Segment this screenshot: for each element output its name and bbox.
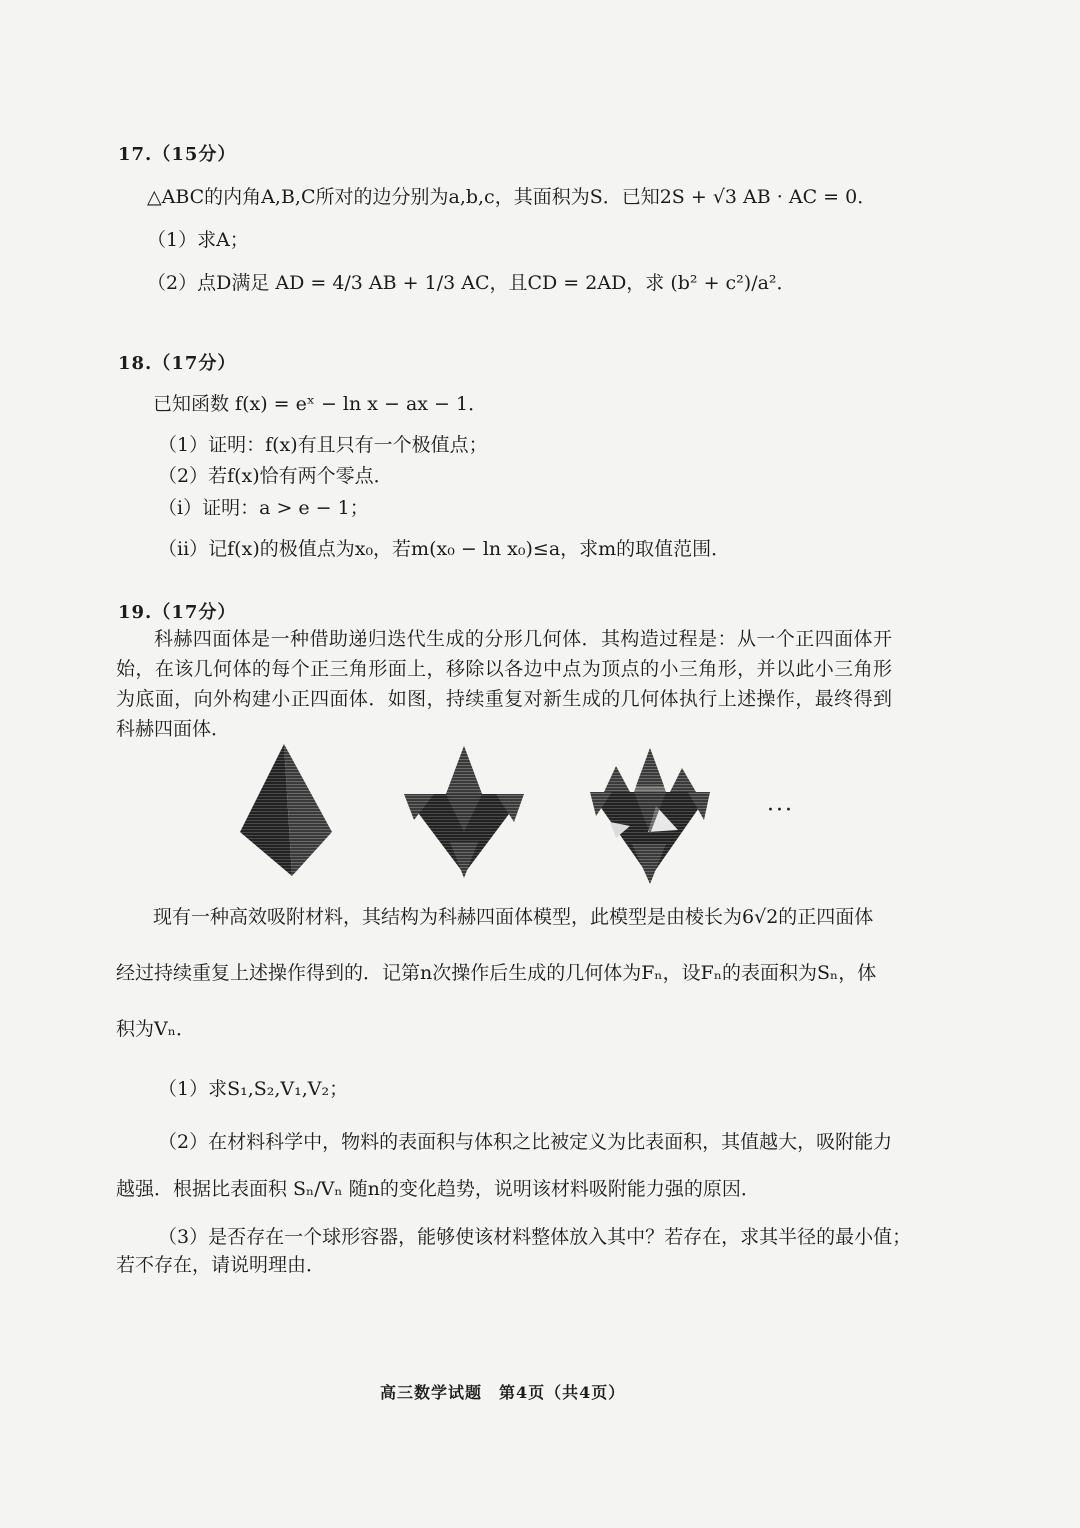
q17-stem: △ABC的内角A,B,C所对的边分别为a,b,c，其面积为S．已知2S + √3 AB · AC = 0． xyxy=(147,186,877,208)
q19-part1: （1）求S₁,S₂,V₁,V₂； xyxy=(158,1078,349,1100)
q19-intro: 科赫四面体是一种借助递归迭代生成的分形几何体．其构造过程是：从一个正四面体开始，在该几何体的每个正三角形面上，移除以各边中点为顶点的小三角形，并以此小三角形为底面，向外构建小正四面体．如图，持续重复对新生成的几何体执行上述操作，最终得到科赫四面体． xyxy=(116,628,892,740)
koch-tetrahedron-stage0 xyxy=(236,740,336,880)
q18-part2-i: （i）证明：a > e − 1； xyxy=(158,497,369,519)
q19-line1: 现有一种高效吸附材料，其结构为科赫四面体模型，此模型是由棱长为6√2的正四面体 xyxy=(153,906,874,928)
q17-part1: （1）求A； xyxy=(147,229,249,251)
koch-tetrahedron-stage2 xyxy=(586,746,714,886)
q18-heading: 18.（17分） xyxy=(118,353,237,374)
q19-line2: 经过持续重复上述操作得到的．记第n次操作后生成的几何体为Fₙ，设Fₙ的表面积为Sₙ，体 xyxy=(116,962,877,984)
koch-tetrahedron-stage1 xyxy=(400,742,530,882)
q19-heading: 19.（17分） xyxy=(118,602,237,623)
page-footer: 高三数学试题 第4页（共4页） xyxy=(380,1383,626,1402)
q18-part2-ii: （ii）记f(x)的极值点为x₀，若m(x₀ − ln x₀)≤a，求m的取值范围． xyxy=(158,538,731,560)
q19-part2-line1: （2）在材料科学中，物料的表面积与体积之比被定义为比表面积，其值越大，吸附能力 xyxy=(158,1131,893,1153)
q19-line3: 积为Vₙ． xyxy=(116,1018,195,1040)
q19-part3-line1: （3）是否存在一个球形容器，能够使该材料整体放入其中？若存在，求其半径的最小值； xyxy=(158,1226,912,1248)
q17-part2: （2）点D满足 AD = 4/3 AB + 1/3 AC，且CD = 2AD，求 (b² + c²)/a²． xyxy=(147,272,796,294)
q18-part1: （1）证明：f(x)有且只有一个极值点； xyxy=(158,434,488,456)
q18-part2: （2）若f(x)恰有两个零点． xyxy=(158,465,393,487)
figure-ellipsis: ··· xyxy=(767,798,794,823)
q19-part2-line2: 越强．根据比表面积 Sₙ/Vₙ 随n的变化趋势，说明该材料吸附能力强的原因． xyxy=(116,1178,760,1200)
q17-heading: 17.（15分） xyxy=(118,144,237,165)
q19-part3-line2: 若不存在，请说明理由． xyxy=(116,1254,326,1276)
q18-stem: 已知函数 f(x) = eˣ − ln x − ax − 1． xyxy=(153,393,488,415)
